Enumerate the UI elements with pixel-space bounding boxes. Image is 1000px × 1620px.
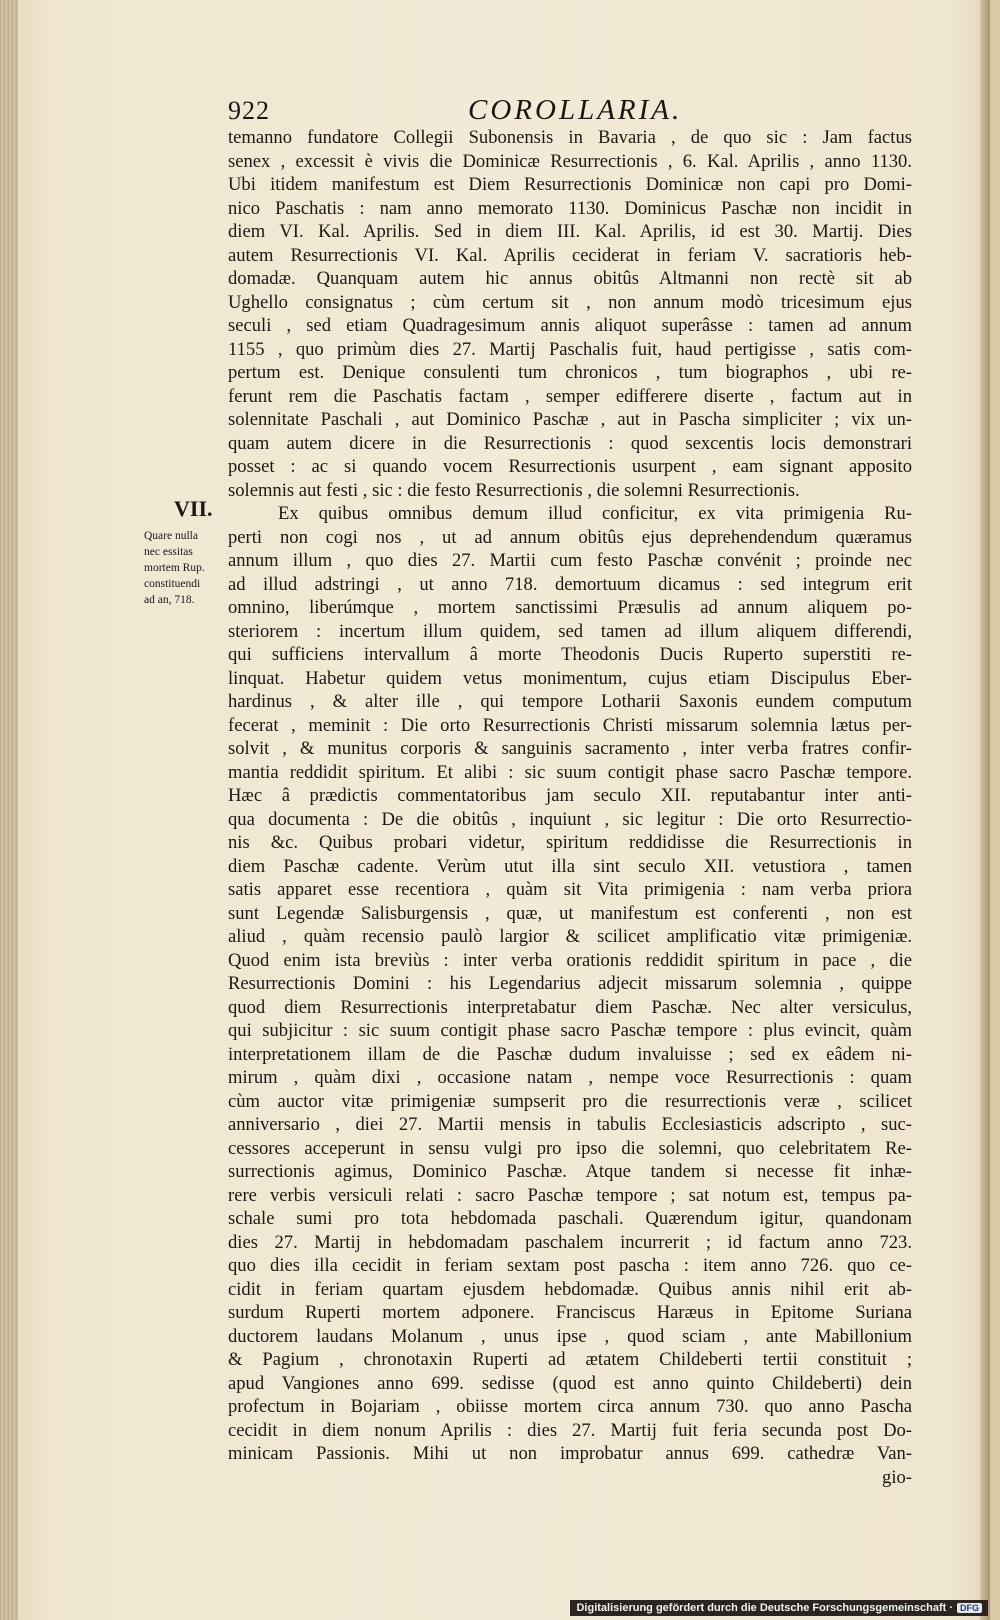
- margin-note-line: Quare nulla: [144, 530, 198, 542]
- text-line: surdum Ruperti mortem adponere. Franciscus Haræus in Epitome Suriana: [228, 1302, 912, 1323]
- footer-text: Digitalisierung gefördert durch die Deutsche Forschungsgemeinschaft ·: [576, 1602, 953, 1614]
- text-line: pertum est. Denique consulenti tum chronicos , tum biographos , ubi re-: [228, 362, 912, 383]
- text-line: quo dies illa cecidit in feriam sextam post pascha : item anno 726. quo ce-: [228, 1255, 912, 1276]
- page-header: [228, 96, 918, 130]
- text-line: apud Vangiones anno 699. sedisse (quod est anno quinto Childeberti) dein: [228, 1372, 912, 1394]
- text-line: seculi , sed etiam Quadragesimum annis aliquot superâsse : tamen ad annum: [228, 315, 912, 336]
- text-line: autem Resurrectionis VI. Kal. Aprilis ceciderat in feriam V. sacratioris heb-: [228, 244, 912, 266]
- text-line: ad illud adstringi , ut anno 718. demortuum dicamus : sed integrum erit: [228, 573, 912, 595]
- text-line: nico Paschatis : nam anno memorato 1130. Dominicus Paschæ non incidit in: [228, 197, 912, 219]
- text-line: rere verbis versiculi relati : sacro Paschæ tempore ; sat notum est, tempus pa-: [228, 1184, 912, 1206]
- page-number: 922: [228, 96, 270, 125]
- text-line: solennitate Paschali , aut Dominico Paschæ , aut in Pascha simpliciter ; vix un-: [228, 409, 912, 430]
- text-line: qui sufficiens intervallum â morte Theodonis Ducis Ruperto superstiti re-: [228, 644, 912, 665]
- margin-note-line: constituendi: [144, 578, 201, 590]
- text-line: interpretationem illam de die Paschæ dudum invaluisse ; sed ex eâdem ni-: [228, 1043, 912, 1065]
- text-line: surrectionis agimus, Dominico Paschæ. Atque tandem si necesse fit inhæ-: [228, 1161, 912, 1182]
- text-line: anniversario , diei 27. Martii mensis in tabulis Ecclesiasticis adscripto , suc-: [228, 1114, 912, 1135]
- text-line: linquat. Habetur quidem vetus monimentum, cujus etiam Discipulus Eber-: [228, 667, 912, 689]
- text-line: gio-: [882, 1466, 912, 1488]
- text-line: cessores acceperunt in sensu vulgi pro ipso die solemni, quo celebritatem Re-: [228, 1137, 912, 1159]
- text-line: hardinus , & alter ille , qui tempore Lotharii Saxonis eundem computum: [228, 691, 912, 712]
- dfg-logo: DFG: [957, 1603, 982, 1613]
- digitization-footer: [570, 1600, 988, 1616]
- text-line: cidit in feriam quartam ejusdem hebdomadæ. Quibus annis nihil erit ab-: [228, 1278, 912, 1300]
- book-spine-edge: [0, 0, 18, 1620]
- text-line: posset : ac si quando vocem Resurrectionis usurpent , eam signant apposito: [228, 456, 912, 477]
- text-line: cecidit in diem nonum Aprilis : dies 27. Martij fuit feria secunda post Do-: [228, 1419, 912, 1441]
- running-head: COROLLARIA.: [468, 94, 683, 126]
- text-line: solemnis aut festi , sic : die festo Resurrectionis , die solemni Resurrectionis.: [228, 479, 800, 501]
- text-line: Resurrectionis Domini : his Legendarius adjecit missarum solemnia , quippe: [228, 973, 912, 994]
- text-line: temanno fundatore Collegii Subonensis in Bavaria , de quo sic : Jam factus: [228, 127, 912, 148]
- text-line: Ughello consignatus ; cùm certum sit , non annum modò tricesimum ejus: [228, 291, 912, 313]
- text-line: satis apparet esse recentiora , quàm sit Vita primigenia : nam verba priora: [228, 879, 912, 900]
- text-line: qui subjicitur : sic suum contigit phase sacro Paschæ tempore : plus evincit, quàm: [228, 1020, 912, 1041]
- text-line: & Pagium , chronotaxin Ruperti ad ætatem Childeberti tertii constituit ;: [228, 1349, 912, 1370]
- text-line: quod diem Resurrectionis interpretabatur diem Paschæ. Nec alter versiculus,: [228, 996, 912, 1018]
- text-line: perti non cogi nos , ut ad annum obitûs ejus deprehendendum quæramus: [228, 526, 912, 548]
- text-line: diem VI. Kal. Aprilis. Sed in diem III. Kal. Aprilis, id est 30. Martij. Dies: [228, 221, 912, 242]
- text-line: fecerat , meminit : Die orto Resurrectionis Christi missarum solemnia lætus per-: [228, 714, 912, 736]
- margin-note-line: ad an, 718.: [144, 594, 195, 606]
- text-line: mantia reddidit spiritum. Et alibi : sic suum contigit phase sacro Paschæ tempore.: [228, 761, 912, 783]
- text-line: Quod enim ista breviùs : inter verba orationis reddidit spiritum in pace , die: [228, 949, 912, 971]
- text-line: sunt Legendæ Salisburgensis , quæ, ut manifestum est conferenti , non est: [228, 902, 912, 924]
- text-line: dies 27. Martij in hebdomadam paschalem incurrerit ; id factum anno 723.: [228, 1231, 912, 1253]
- body-text: [228, 126, 912, 1489]
- text-line: Hæc â prædictis commentatoribus jam seculo XII. reputabantur inter anti-: [228, 785, 912, 806]
- text-line: Ubi itidem manifestum est Diem Resurrectionis Dominicæ non capi pro Domi-: [228, 174, 912, 195]
- text-line: solvit , & munitus corporis & sanguinis sacramento , inter verba fratres confir-: [228, 738, 912, 759]
- text-line: cùm auctor vitæ primigeniæ sumpserit pro die resurrectionis veræ , scilicet: [228, 1090, 912, 1112]
- text-line: senex , excessit è vivis die Dominicæ Resurrectionis , 6. Kal. Aprilis , anno 1130.: [228, 150, 912, 172]
- margin-notes: [144, 496, 230, 608]
- text-line: ductorem laudans Molanum , unus ipse , quod sciam , ante Mabillonium: [228, 1325, 912, 1347]
- margin-note-line: nec essitas: [144, 546, 193, 558]
- text-line: minicam Passionis. Mihi ut non improbatur annus 699. cathedræ Van-: [228, 1443, 912, 1464]
- text-line: diem Paschæ cadente. Verùm utut illa sint seculo XII. vetustiora , tamen: [228, 855, 912, 877]
- text-line: annum illum , quo dies 27. Martii cum festo Paschæ convénit ; proinde nec: [228, 550, 912, 571]
- text-line: Ex quibus omnibus demum illud conficitur, ex vita primigenia Ru-: [278, 503, 912, 524]
- text-line: mirum , quàm dixi , occasione natam , nempe voce Resurrectionis : quam: [228, 1067, 912, 1088]
- text-line: qua documenta : De die obitûs , inquiunt , sic legitur : Die orto Resurrectio-: [228, 808, 912, 830]
- text-line: aliud , quàm recensio paulò largior & scilicet amplificatio vitæ primigeniæ.: [228, 926, 912, 947]
- margin-note-line: mortem Rup.: [144, 562, 205, 574]
- text-line: nis &c. Quibus probari videtur, spiritum reddidisse die Resurrectionis in: [228, 832, 912, 853]
- text-line: quam autem dicere in die Resurrectionis : quod sexcentis locis demonstrari: [228, 432, 912, 454]
- text-line: schale sumi pro tota hebdomada paschali. Quærendum igitur, quandonam: [228, 1208, 912, 1229]
- text-line: omnino, liberúmque , mortem sanctissimi Præsulis ad annum aliquem po-: [228, 597, 912, 618]
- page-right-edge: [980, 0, 990, 1620]
- text-line: profectum in Bojariam , obiisse mortem circa annum 730. quo anno Pascha: [228, 1396, 912, 1417]
- text-line: steriorem : incertum illum quidem, sed tamen ad illum aliquem differendi,: [228, 620, 912, 642]
- section-number: VII.: [174, 496, 213, 521]
- text-line: ferunt rem die Paschatis factam , semper edifferere diserte , factum aut in: [228, 385, 912, 407]
- text-line: 1155 , quo primùm dies 27. Martij Paschalis fuit, haud pertigisse , satis com-: [228, 338, 912, 360]
- text-line: domadæ. Quanquam autem hic annus obitûs Altmanni non rectè sit ab: [228, 268, 912, 289]
